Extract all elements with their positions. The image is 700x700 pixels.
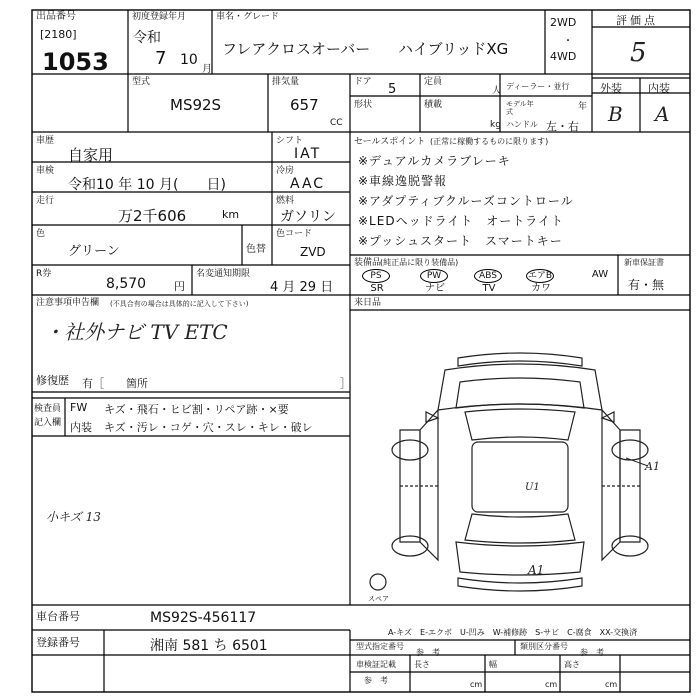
equipment-bottom-item: ナビ: [425, 283, 445, 294]
new-book-label: 新車保証書: [624, 258, 664, 267]
category-label: 類別区分番号: [520, 642, 568, 651]
grade: ハイブリッドXG: [398, 40, 509, 58]
color-change-label: 色替: [246, 244, 266, 255]
load-unit: kg: [490, 120, 501, 130]
selling-point-item: ※デュアルカメラブレーキ: [358, 154, 511, 168]
equipment-bottom-item: SR: [370, 283, 384, 294]
damage-mark-rear: A1: [528, 563, 545, 577]
doors: 5: [388, 82, 397, 97]
era: 令和: [133, 30, 161, 46]
height-unit: cm: [605, 680, 618, 689]
ac-value: AAC: [290, 176, 326, 192]
chassis-label: 車台番号: [36, 610, 80, 623]
equipment-bottom-item: カワ: [531, 283, 551, 294]
int-items: キズ・汚レ・コゲ・穴・スレ・キレ・破レ: [104, 421, 313, 434]
recycle-value: 8,570: [106, 276, 147, 292]
chassis-value: MS92S-456117: [150, 610, 257, 626]
tax-label: 名変通知期限: [196, 269, 251, 279]
lot-label: 出品番号: [36, 11, 76, 22]
color-code: ZVD: [300, 245, 326, 259]
spare-label: スペア: [368, 595, 389, 603]
length-label: 長さ: [414, 660, 430, 669]
inspection-value: 令和10 年 10 月( 日): [68, 177, 226, 193]
selling-point-item: ※プッシュスタート スマートキー: [358, 234, 563, 248]
damage-note: 小キズ 13: [46, 510, 101, 524]
interior-grade: A: [655, 102, 670, 126]
damage-mark-right: A1: [645, 460, 660, 473]
inspector-label-2: 記入欄: [34, 418, 62, 428]
exterior-label: 外装: [600, 82, 622, 95]
history-label: 車歴: [36, 136, 55, 146]
arrival-day-label: 来日品: [354, 298, 382, 308]
shape-label: 形状: [354, 100, 373, 110]
equipment-top-item: PW: [420, 269, 448, 283]
handle-label: ハンドル: [506, 120, 538, 129]
damage-mark-center: U1: [525, 482, 540, 493]
equipment-top-item: AW: [591, 269, 609, 280]
doors-label: ドア: [354, 77, 372, 87]
color-label: 色: [36, 229, 46, 239]
mileage-unit: km: [222, 208, 240, 221]
handle-value: 左・右: [546, 120, 579, 133]
width-unit: cm: [545, 680, 558, 689]
score: 5: [630, 38, 647, 68]
selling-points-label: セールスポイント: [354, 137, 426, 147]
displacement-label: 排気量: [272, 77, 300, 87]
displacement: 657: [290, 96, 319, 114]
reg-label: 登録番号: [36, 636, 80, 649]
equipment-note: (純正品に限り装備品): [380, 258, 459, 267]
model-label: 型式: [132, 77, 151, 87]
repair-end: ］: [340, 377, 351, 390]
month-unit: 月: [202, 64, 212, 75]
selling-point-item: ※LEDヘッドライト オートライト: [358, 214, 564, 228]
int-label: 内装: [70, 421, 92, 434]
ref-3: 参 考: [364, 676, 388, 685]
fuel-label: 燃料: [276, 196, 295, 206]
name-label: 車名・グレード: [216, 12, 280, 22]
drive-4wd: 4WD: [550, 50, 577, 63]
repair-label: 修復歴: [36, 374, 69, 387]
notes-handwritten: ・社外ナビ TV ETC: [44, 320, 228, 344]
notes-sub: (不具合有の場合は具体的に記入して下さい): [110, 300, 249, 308]
height-label: 高さ: [564, 660, 580, 669]
diagram-legend: A-キズ E-エクボ U-凹み W-補修跡 S-サビ C-腐食 XX-交換済: [388, 628, 638, 637]
inspection-label: 車検: [36, 166, 55, 176]
car-name: フレアクロスオーバー: [222, 40, 371, 58]
selling-point-item: ※アダプティブクルーズコントロール: [358, 194, 574, 208]
year: 7: [155, 48, 167, 69]
first-reg-label: 初度登録年月: [132, 12, 187, 22]
cc-unit: CC: [330, 118, 343, 128]
capacity-label: 定員: [424, 77, 443, 87]
selling-point-item: ※車線逸脱警報: [358, 174, 448, 188]
repair-value: 有［ 箇所: [82, 377, 148, 390]
exterior-grade: B: [608, 102, 623, 126]
selling-points-note: (正常に稼働するものに限ります): [430, 137, 549, 146]
yen-unit: 円: [174, 280, 185, 293]
lot-sub: [2180]: [40, 28, 77, 41]
equipment-top-item: PS: [362, 269, 390, 283]
ref-1: 参 考: [416, 648, 440, 657]
equipment-top-item: エアB: [527, 271, 553, 281]
model: MS92S: [170, 96, 222, 114]
year-unit: 年: [578, 102, 588, 112]
month: 10: [180, 52, 198, 68]
shift-label: シフト: [276, 136, 304, 146]
car-reg-label: 車検証記載: [356, 660, 396, 669]
lot-number: 1053: [42, 48, 109, 76]
drive-dot: ・: [563, 36, 573, 47]
ref-2: 参 考: [580, 648, 604, 657]
equipment-top-item: ABS: [474, 269, 502, 283]
equipment-bottom-item: TV: [482, 283, 496, 294]
fw-label: FW: [70, 401, 88, 414]
dealer-label: ディーラー・並行: [506, 82, 570, 91]
equipment-label: 装備品: [354, 258, 382, 268]
width-label: 幅: [489, 660, 497, 669]
interior-label: 内装: [648, 82, 670, 95]
capacity-unit: 人: [492, 86, 502, 96]
shift-value: IAT: [294, 146, 322, 162]
fuel-value: ガソリン: [280, 209, 336, 225]
history-value: 自家用: [68, 146, 114, 164]
inspector-label-1: 検査員: [34, 404, 62, 414]
new-book-value: 有・無: [628, 278, 665, 292]
model-year-label: モデル年式: [506, 100, 534, 116]
notes-label: 注意事項申告欄: [36, 298, 100, 308]
ac-label: 冷房: [276, 166, 295, 176]
tax-date: 4 月 29 日: [270, 280, 334, 295]
load-label: 積載: [424, 100, 443, 110]
color-code-label: 色コード: [276, 229, 313, 239]
mileage-value: 万2千606: [118, 207, 187, 225]
car-damage-diagram: [350, 310, 690, 605]
fw-items: キズ・飛石・ヒビ割・リペア跡・×要: [104, 403, 289, 416]
color-value: グリーン: [68, 244, 120, 259]
designation-label: 型式指定番号: [356, 642, 404, 651]
mileage-label: 走行: [36, 196, 55, 206]
recycle-label: R券: [36, 269, 52, 279]
reg-value: 湘南 581 ち 6501: [150, 638, 268, 654]
length-unit: cm: [470, 680, 483, 689]
score-label: 評価点: [616, 14, 658, 27]
drive-2wd: 2WD: [550, 16, 577, 29]
